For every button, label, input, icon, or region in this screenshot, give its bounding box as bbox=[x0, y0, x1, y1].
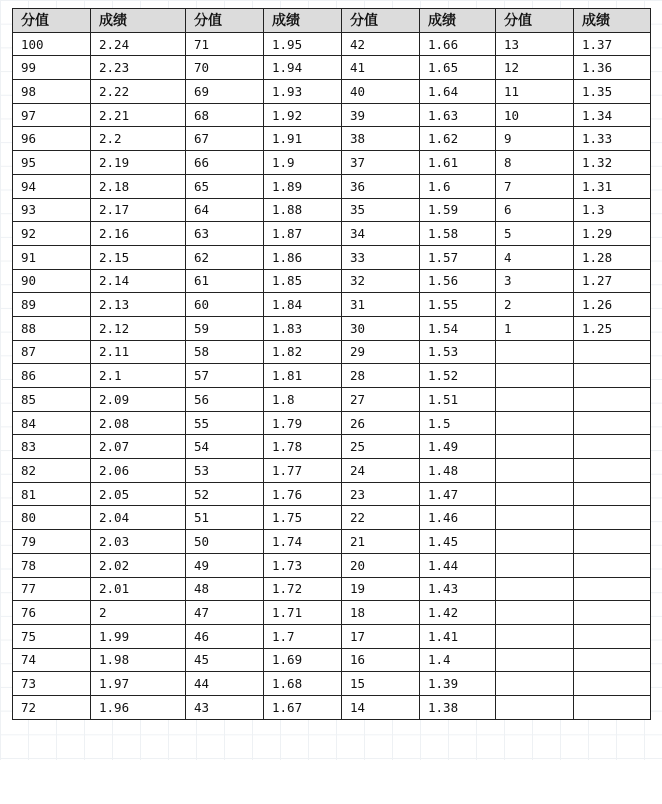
table-cell-score-4[interactable]: 2 bbox=[496, 293, 574, 317]
table-cell-result-4[interactable] bbox=[574, 482, 651, 506]
table-cell-score-1[interactable]: 79 bbox=[13, 530, 91, 554]
table-cell-result-1[interactable]: 2.23 bbox=[91, 56, 186, 80]
table-cell-result-1[interactable]: 2.16 bbox=[91, 222, 186, 246]
table-cell-score-3[interactable]: 31 bbox=[342, 293, 420, 317]
table-cell-score-4[interactable] bbox=[496, 530, 574, 554]
table-cell-result-3[interactable]: 1.62 bbox=[420, 127, 496, 151]
table-cell-score-1[interactable]: 87 bbox=[13, 340, 91, 364]
table-cell-result-2[interactable]: 1.75 bbox=[264, 506, 342, 530]
header-cell-result-1[interactable]: 成绩 bbox=[91, 9, 186, 33]
table-cell-score-3[interactable]: 19 bbox=[342, 577, 420, 601]
table-row bbox=[13, 56, 651, 80]
table-cell-score-3[interactable]: 40 bbox=[342, 80, 420, 104]
table-cell-score-1[interactable]: 85 bbox=[13, 388, 91, 412]
table-cell-score-2[interactable]: 49 bbox=[186, 553, 264, 577]
table-row bbox=[13, 577, 651, 601]
table-cell-score-2[interactable]: 62 bbox=[186, 245, 264, 269]
table-cell-score-2[interactable]: 51 bbox=[186, 506, 264, 530]
table-cell-score-1[interactable]: 75 bbox=[13, 624, 91, 648]
table-cell-score-4[interactable]: 9 bbox=[496, 127, 574, 151]
table-cell-result-3[interactable]: 1.53 bbox=[420, 340, 496, 364]
table-cell-score-4[interactable]: 13 bbox=[496, 32, 574, 56]
table-row bbox=[13, 151, 651, 175]
table-cell-result-2[interactable]: 1.7 bbox=[264, 624, 342, 648]
table-cell-score-1[interactable]: 86 bbox=[13, 364, 91, 388]
table-cell-score-4[interactable] bbox=[496, 695, 574, 719]
table-cell-score-3[interactable]: 41 bbox=[342, 56, 420, 80]
table-cell-score-3[interactable]: 25 bbox=[342, 435, 420, 459]
table-cell-score-2[interactable]: 44 bbox=[186, 672, 264, 696]
table-cell-score-3[interactable]: 23 bbox=[342, 482, 420, 506]
table-cell-score-2[interactable]: 45 bbox=[186, 648, 264, 672]
table-cell-result-1[interactable]: 2.14 bbox=[91, 269, 186, 293]
table-cell-score-2[interactable]: 57 bbox=[186, 364, 264, 388]
table-cell-result-3[interactable]: 1.44 bbox=[420, 553, 496, 577]
table-cell-result-3[interactable]: 1.43 bbox=[420, 577, 496, 601]
table-cell-result-1[interactable]: 2.06 bbox=[91, 459, 186, 483]
table-cell-result-1[interactable]: 2.11 bbox=[91, 340, 186, 364]
table-cell-score-4[interactable] bbox=[496, 672, 574, 696]
table-row bbox=[13, 80, 651, 104]
table-row bbox=[13, 435, 651, 459]
table-cell-result-2[interactable]: 1.9 bbox=[264, 151, 342, 175]
table-cell-result-1[interactable]: 2.21 bbox=[91, 103, 186, 127]
table-cell-result-3[interactable]: 1.6 bbox=[420, 174, 496, 198]
table-cell-score-1[interactable]: 78 bbox=[13, 553, 91, 577]
table-cell-result-3[interactable]: 1.52 bbox=[420, 364, 496, 388]
table-cell-result-4[interactable] bbox=[574, 435, 651, 459]
table-cell-score-1[interactable]: 95 bbox=[13, 151, 91, 175]
header-cell-score-3[interactable]: 分值 bbox=[342, 9, 420, 33]
table-cell-score-4[interactable] bbox=[496, 553, 574, 577]
table-cell-score-1[interactable]: 91 bbox=[13, 245, 91, 269]
table-cell-score-1[interactable]: 97 bbox=[13, 103, 91, 127]
table-cell-score-2[interactable]: 47 bbox=[186, 601, 264, 625]
table-cell-result-3[interactable]: 1.56 bbox=[420, 269, 496, 293]
table-cell-score-4[interactable]: 3 bbox=[496, 269, 574, 293]
table-cell-result-2[interactable]: 1.93 bbox=[264, 80, 342, 104]
header-cell-score-4[interactable]: 分值 bbox=[496, 9, 574, 33]
table-cell-score-4[interactable]: 6 bbox=[496, 198, 574, 222]
table-cell-score-2[interactable]: 63 bbox=[186, 222, 264, 246]
table-cell-result-4[interactable] bbox=[574, 506, 651, 530]
table-cell-result-2[interactable]: 1.76 bbox=[264, 482, 342, 506]
table-cell-result-2[interactable]: 1.89 bbox=[264, 174, 342, 198]
table-cell-result-3[interactable]: 1.41 bbox=[420, 624, 496, 648]
table-cell-score-2[interactable]: 66 bbox=[186, 151, 264, 175]
table-cell-score-1[interactable]: 77 bbox=[13, 577, 91, 601]
table-cell-result-4[interactable] bbox=[574, 624, 651, 648]
table-cell-result-2[interactable]: 1.78 bbox=[264, 435, 342, 459]
table-cell-score-1[interactable]: 99 bbox=[13, 56, 91, 80]
table-cell-score-3[interactable]: 37 bbox=[342, 151, 420, 175]
table-cell-score-4[interactable]: 7 bbox=[496, 174, 574, 198]
table-cell-result-2[interactable]: 1.69 bbox=[264, 648, 342, 672]
table-cell-result-2[interactable]: 1.92 bbox=[264, 103, 342, 127]
table-cell-result-1[interactable]: 2.19 bbox=[91, 151, 186, 175]
table-cell-result-4[interactable]: 1.33 bbox=[574, 127, 651, 151]
table-cell-score-4[interactable]: 10 bbox=[496, 103, 574, 127]
table-cell-result-4[interactable]: 1.36 bbox=[574, 56, 651, 80]
table-row bbox=[13, 364, 651, 388]
table-cell-score-4[interactable] bbox=[496, 506, 574, 530]
table-cell-score-2[interactable]: 67 bbox=[186, 127, 264, 151]
table-row bbox=[13, 459, 651, 483]
table-cell-score-1[interactable]: 84 bbox=[13, 411, 91, 435]
table-cell-result-4[interactable]: 1.26 bbox=[574, 293, 651, 317]
table-cell-result-4[interactable]: 1.35 bbox=[574, 80, 651, 104]
table-cell-result-1[interactable]: 2.04 bbox=[91, 506, 186, 530]
table-cell-result-1[interactable]: 2.01 bbox=[91, 577, 186, 601]
table-cell-result-4[interactable] bbox=[574, 459, 651, 483]
table-cell-result-2[interactable]: 1.83 bbox=[264, 316, 342, 340]
table-cell-result-4[interactable] bbox=[574, 340, 651, 364]
table-cell-result-2[interactable]: 1.95 bbox=[264, 32, 342, 56]
table-cell-score-3[interactable]: 16 bbox=[342, 648, 420, 672]
header-cell-result-3[interactable]: 成绩 bbox=[420, 9, 496, 33]
table-cell-result-1[interactable]: 2 bbox=[91, 601, 186, 625]
table-cell-result-2[interactable]: 1.77 bbox=[264, 459, 342, 483]
table-cell-result-1[interactable]: 2.07 bbox=[91, 435, 186, 459]
table-cell-score-1[interactable]: 90 bbox=[13, 269, 91, 293]
table-cell-score-3[interactable]: 33 bbox=[342, 245, 420, 269]
table-cell-result-3[interactable]: 1.55 bbox=[420, 293, 496, 317]
table-cell-result-3[interactable]: 1.51 bbox=[420, 388, 496, 412]
table-cell-result-3[interactable]: 1.66 bbox=[420, 32, 496, 56]
table-cell-result-2[interactable]: 1.71 bbox=[264, 601, 342, 625]
table-cell-result-3[interactable]: 1.49 bbox=[420, 435, 496, 459]
table-cell-result-1[interactable]: 2.08 bbox=[91, 411, 186, 435]
table-cell-result-2[interactable]: 1.79 bbox=[264, 411, 342, 435]
table-cell-score-4[interactable] bbox=[496, 482, 574, 506]
table-cell-result-4[interactable]: 1.32 bbox=[574, 151, 651, 175]
table-cell-result-1[interactable]: 2.03 bbox=[91, 530, 186, 554]
table-row bbox=[13, 530, 651, 554]
table-cell-score-4[interactable] bbox=[496, 459, 574, 483]
table-cell-result-4[interactable] bbox=[574, 388, 651, 412]
table-cell-result-4[interactable] bbox=[574, 695, 651, 719]
table-cell-score-3[interactable]: 38 bbox=[342, 127, 420, 151]
table-cell-score-2[interactable]: 58 bbox=[186, 340, 264, 364]
table-cell-score-3[interactable]: 28 bbox=[342, 364, 420, 388]
table-cell-result-1[interactable]: 2.18 bbox=[91, 174, 186, 198]
table-cell-score-4[interactable]: 5 bbox=[496, 222, 574, 246]
table-cell-result-1[interactable]: 2.2 bbox=[91, 127, 186, 151]
table-row bbox=[13, 601, 651, 625]
table-cell-result-2[interactable]: 1.94 bbox=[264, 56, 342, 80]
table-cell-score-1[interactable]: 89 bbox=[13, 293, 91, 317]
table-cell-score-4[interactable] bbox=[496, 601, 574, 625]
table-cell-result-1[interactable]: 2.22 bbox=[91, 80, 186, 104]
table-cell-score-1[interactable]: 94 bbox=[13, 174, 91, 198]
table-cell-score-3[interactable]: 39 bbox=[342, 103, 420, 127]
table-cell-result-4[interactable]: 1.37 bbox=[574, 32, 651, 56]
table-cell-score-1[interactable]: 80 bbox=[13, 506, 91, 530]
table-cell-result-1[interactable]: 2.13 bbox=[91, 293, 186, 317]
table-row bbox=[13, 648, 651, 672]
table-row bbox=[13, 388, 651, 412]
table-row bbox=[13, 222, 651, 246]
table-cell-score-3[interactable]: 29 bbox=[342, 340, 420, 364]
table-cell-result-4[interactable] bbox=[574, 601, 651, 625]
table-cell-score-2[interactable]: 65 bbox=[186, 174, 264, 198]
table-cell-result-4[interactable] bbox=[574, 364, 651, 388]
header-cell-result-4[interactable]: 成绩 bbox=[574, 9, 651, 33]
table-row bbox=[13, 340, 651, 364]
table-row bbox=[13, 482, 651, 506]
table-cell-result-2[interactable]: 1.82 bbox=[264, 340, 342, 364]
table-cell-result-1[interactable]: 2.05 bbox=[91, 482, 186, 506]
table-row bbox=[13, 245, 651, 269]
table-cell-result-3[interactable]: 1.39 bbox=[420, 672, 496, 696]
table-cell-result-3[interactable]: 1.5 bbox=[420, 411, 496, 435]
table-cell-score-2[interactable]: 60 bbox=[186, 293, 264, 317]
table-cell-score-4[interactable] bbox=[496, 388, 574, 412]
table-cell-result-1[interactable]: 2.15 bbox=[91, 245, 186, 269]
table-cell-score-4[interactable] bbox=[496, 648, 574, 672]
table-cell-result-2[interactable]: 1.73 bbox=[264, 553, 342, 577]
table-cell-score-4[interactable]: 8 bbox=[496, 151, 574, 175]
table-cell-result-2[interactable]: 1.72 bbox=[264, 577, 342, 601]
table-cell-score-2[interactable]: 70 bbox=[186, 56, 264, 80]
table-cell-score-4[interactable] bbox=[496, 577, 574, 601]
table-cell-score-1[interactable]: 93 bbox=[13, 198, 91, 222]
table-cell-score-1[interactable]: 96 bbox=[13, 127, 91, 151]
table-cell-result-2[interactable]: 1.81 bbox=[264, 364, 342, 388]
table-cell-score-1[interactable]: 88 bbox=[13, 316, 91, 340]
table-cell-score-3[interactable]: 18 bbox=[342, 601, 420, 625]
table-cell-result-2[interactable]: 1.8 bbox=[264, 388, 342, 412]
table-cell-result-3[interactable]: 1.54 bbox=[420, 316, 496, 340]
table-cell-score-1[interactable]: 76 bbox=[13, 601, 91, 625]
table-cell-score-4[interactable] bbox=[496, 340, 574, 364]
table-cell-result-1[interactable]: 1.99 bbox=[91, 624, 186, 648]
table-cell-score-3[interactable]: 34 bbox=[342, 222, 420, 246]
table-cell-result-2[interactable]: 1.67 bbox=[264, 695, 342, 719]
table-row bbox=[13, 103, 651, 127]
table-cell-result-4[interactable]: 1.3 bbox=[574, 198, 651, 222]
table-cell-score-3[interactable]: 35 bbox=[342, 198, 420, 222]
header-cell-score-2[interactable]: 分值 bbox=[186, 9, 264, 33]
table-cell-result-4[interactable]: 1.27 bbox=[574, 269, 651, 293]
table-cell-score-2[interactable]: 64 bbox=[186, 198, 264, 222]
table-cell-score-1[interactable]: 81 bbox=[13, 482, 91, 506]
table-cell-score-3[interactable]: 30 bbox=[342, 316, 420, 340]
table-cell-result-2[interactable]: 1.88 bbox=[264, 198, 342, 222]
table-cell-result-1[interactable]: 1.98 bbox=[91, 648, 186, 672]
empty-sheet-area bbox=[0, 760, 662, 804]
table-cell-score-2[interactable]: 56 bbox=[186, 388, 264, 412]
table-cell-score-2[interactable]: 59 bbox=[186, 316, 264, 340]
table-cell-result-2[interactable]: 1.91 bbox=[264, 127, 342, 151]
table-cell-score-3[interactable]: 32 bbox=[342, 269, 420, 293]
table-row bbox=[13, 269, 651, 293]
table-cell-score-4[interactable]: 1 bbox=[496, 316, 574, 340]
header-row bbox=[13, 9, 651, 33]
table-cell-score-1[interactable]: 73 bbox=[13, 672, 91, 696]
table-cell-result-4[interactable]: 1.29 bbox=[574, 222, 651, 246]
table-cell-result-2[interactable]: 1.87 bbox=[264, 222, 342, 246]
table-cell-score-2[interactable]: 48 bbox=[186, 577, 264, 601]
table-cell-result-1[interactable]: 1.96 bbox=[91, 695, 186, 719]
table-cell-score-3[interactable]: 21 bbox=[342, 530, 420, 554]
table-cell-score-4[interactable]: 4 bbox=[496, 245, 574, 269]
table-cell-result-3[interactable]: 1.38 bbox=[420, 695, 496, 719]
table-cell-result-3[interactable]: 1.46 bbox=[420, 506, 496, 530]
table-cell-score-4[interactable]: 12 bbox=[496, 56, 574, 80]
table-cell-result-4[interactable]: 1.31 bbox=[574, 174, 651, 198]
table-cell-result-4[interactable] bbox=[574, 411, 651, 435]
table-cell-score-3[interactable]: 20 bbox=[342, 553, 420, 577]
table-row bbox=[13, 553, 651, 577]
table-cell-score-1[interactable]: 74 bbox=[13, 648, 91, 672]
table-cell-score-2[interactable]: 54 bbox=[186, 435, 264, 459]
table-cell-score-2[interactable]: 71 bbox=[186, 32, 264, 56]
table-cell-result-3[interactable]: 1.57 bbox=[420, 245, 496, 269]
table-row bbox=[13, 672, 651, 696]
table-row bbox=[13, 174, 651, 198]
table-cell-result-3[interactable]: 1.65 bbox=[420, 56, 496, 80]
table-cell-result-3[interactable]: 1.64 bbox=[420, 80, 496, 104]
table-cell-result-3[interactable]: 1.42 bbox=[420, 601, 496, 625]
table-cell-score-1[interactable]: 100 bbox=[13, 32, 91, 56]
table-cell-score-3[interactable]: 17 bbox=[342, 624, 420, 648]
table-cell-score-2[interactable]: 69 bbox=[186, 80, 264, 104]
table-row bbox=[13, 127, 651, 151]
table-cell-score-3[interactable]: 26 bbox=[342, 411, 420, 435]
table-cell-result-3[interactable]: 1.63 bbox=[420, 103, 496, 127]
table-cell-score-1[interactable]: 82 bbox=[13, 459, 91, 483]
table-cell-score-3[interactable]: 27 bbox=[342, 388, 420, 412]
table-cell-score-2[interactable]: 55 bbox=[186, 411, 264, 435]
table-cell-result-1[interactable]: 2.17 bbox=[91, 198, 186, 222]
table-cell-result-2[interactable]: 1.68 bbox=[264, 672, 342, 696]
table-row bbox=[13, 624, 651, 648]
table-cell-result-1[interactable]: 2.12 bbox=[91, 316, 186, 340]
table-row bbox=[13, 316, 651, 340]
header-cell-result-2[interactable]: 成绩 bbox=[264, 9, 342, 33]
table-cell-result-4[interactable] bbox=[574, 648, 651, 672]
table-cell-score-2[interactable]: 52 bbox=[186, 482, 264, 506]
table-cell-result-3[interactable]: 1.58 bbox=[420, 222, 496, 246]
table-cell-score-2[interactable]: 68 bbox=[186, 103, 264, 127]
table-cell-score-4[interactable]: 11 bbox=[496, 80, 574, 104]
table-cell-result-1[interactable]: 1.97 bbox=[91, 672, 186, 696]
table-cell-result-3[interactable]: 1.61 bbox=[420, 151, 496, 175]
table-row bbox=[13, 198, 651, 222]
table-cell-result-4[interactable]: 1.28 bbox=[574, 245, 651, 269]
table-cell-result-4[interactable] bbox=[574, 553, 651, 577]
table-cell-score-3[interactable]: 24 bbox=[342, 459, 420, 483]
table-row bbox=[13, 411, 651, 435]
table-cell-result-2[interactable]: 1.86 bbox=[264, 245, 342, 269]
table-cell-result-1[interactable]: 2.09 bbox=[91, 388, 186, 412]
table-cell-result-3[interactable]: 1.45 bbox=[420, 530, 496, 554]
table-cell-score-2[interactable]: 61 bbox=[186, 269, 264, 293]
table-cell-result-2[interactable]: 1.74 bbox=[264, 530, 342, 554]
table-cell-score-3[interactable]: 14 bbox=[342, 695, 420, 719]
table-cell-score-4[interactable] bbox=[496, 435, 574, 459]
table-cell-score-4[interactable] bbox=[496, 364, 574, 388]
table-cell-result-2[interactable]: 1.85 bbox=[264, 269, 342, 293]
table-cell-score-3[interactable]: 42 bbox=[342, 32, 420, 56]
table-cell-result-4[interactable]: 1.34 bbox=[574, 103, 651, 127]
table-cell-result-4[interactable] bbox=[574, 577, 651, 601]
table-cell-result-3[interactable]: 1.4 bbox=[420, 648, 496, 672]
table-cell-result-4[interactable] bbox=[574, 530, 651, 554]
table-cell-result-2[interactable]: 1.84 bbox=[264, 293, 342, 317]
table-cell-result-3[interactable]: 1.48 bbox=[420, 459, 496, 483]
table-row bbox=[13, 32, 651, 56]
table-cell-score-2[interactable]: 53 bbox=[186, 459, 264, 483]
table-cell-score-2[interactable]: 43 bbox=[186, 695, 264, 719]
table-cell-score-3[interactable]: 36 bbox=[342, 174, 420, 198]
table-cell-result-3[interactable]: 1.59 bbox=[420, 198, 496, 222]
table-cell-result-1[interactable]: 2.24 bbox=[91, 32, 186, 56]
header-cell-score-1[interactable]: 分值 bbox=[13, 9, 91, 33]
table-cell-result-4[interactable] bbox=[574, 672, 651, 696]
table-cell-score-2[interactable]: 46 bbox=[186, 624, 264, 648]
table-row bbox=[13, 293, 651, 317]
table-cell-score-1[interactable]: 92 bbox=[13, 222, 91, 246]
table-cell-score-4[interactable] bbox=[496, 624, 574, 648]
table-cell-score-1[interactable]: 72 bbox=[13, 695, 91, 719]
table-row bbox=[13, 506, 651, 530]
table-cell-score-3[interactable]: 22 bbox=[342, 506, 420, 530]
table-cell-result-1[interactable]: 2.02 bbox=[91, 553, 186, 577]
table-cell-score-1[interactable]: 98 bbox=[13, 80, 91, 104]
table-row bbox=[13, 695, 651, 719]
table-cell-score-1[interactable]: 83 bbox=[13, 435, 91, 459]
table-cell-score-3[interactable]: 15 bbox=[342, 672, 420, 696]
table-cell-result-3[interactable]: 1.47 bbox=[420, 482, 496, 506]
score-table bbox=[12, 8, 651, 720]
table-cell-score-2[interactable]: 50 bbox=[186, 530, 264, 554]
table-cell-result-4[interactable]: 1.25 bbox=[574, 316, 651, 340]
table-cell-score-4[interactable] bbox=[496, 411, 574, 435]
table-cell-result-1[interactable]: 2.1 bbox=[91, 364, 186, 388]
table-body bbox=[13, 32, 651, 719]
